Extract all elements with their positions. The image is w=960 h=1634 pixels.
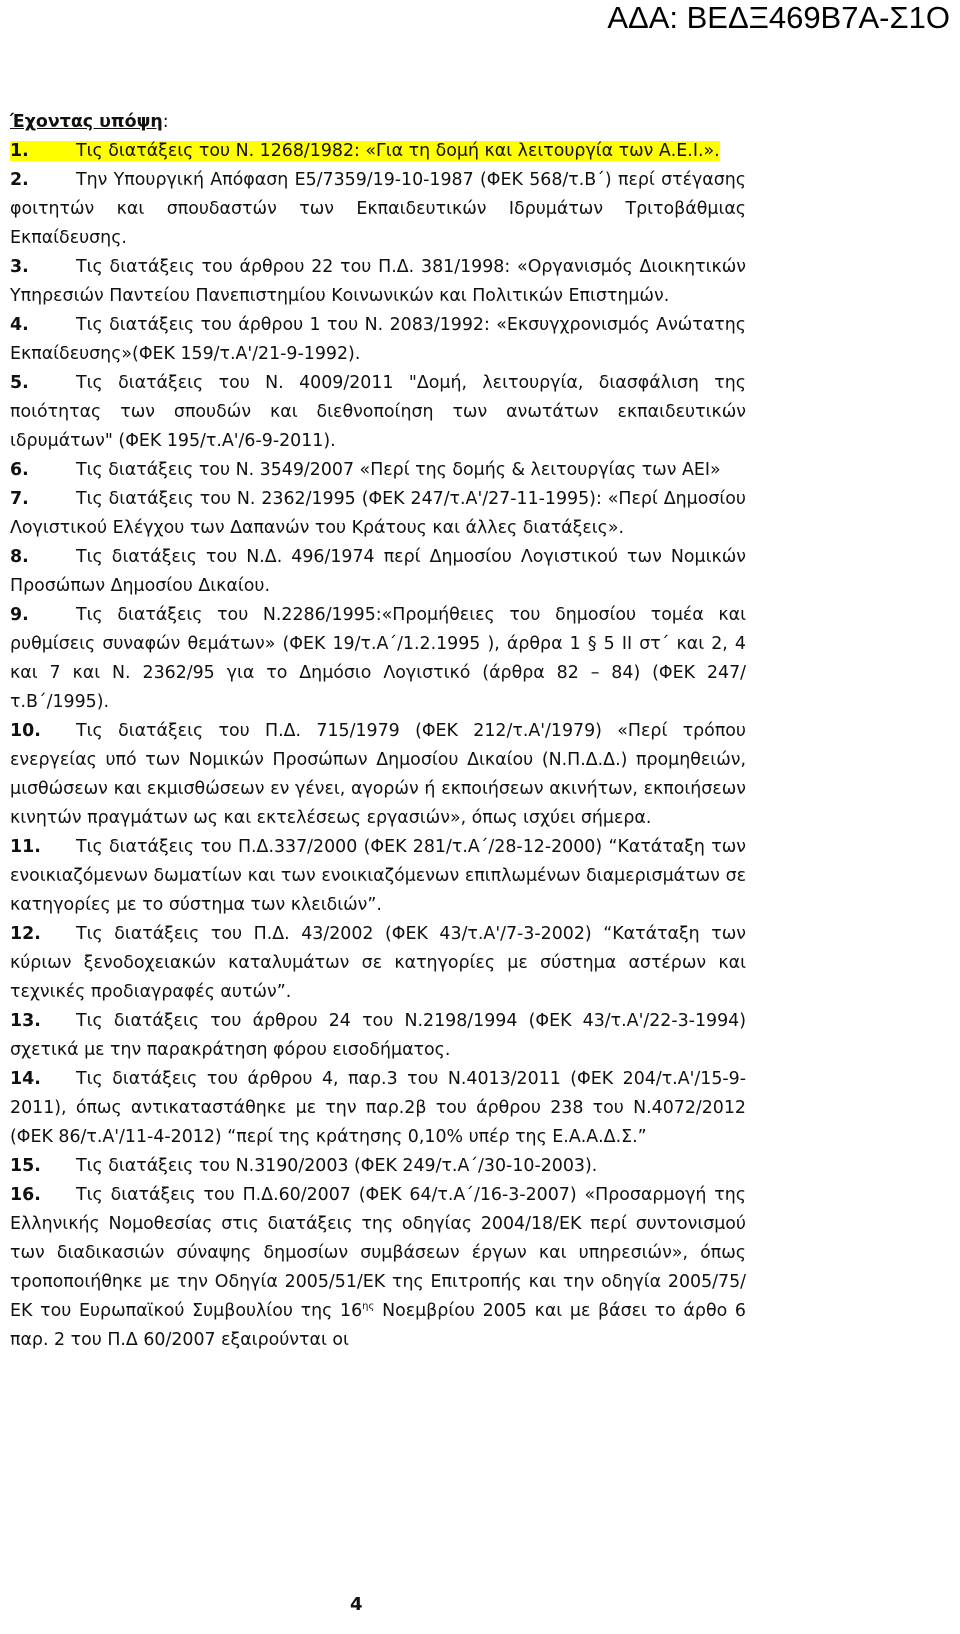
ordinal-superscript: ης xyxy=(362,1301,375,1313)
list-item-3 xyxy=(10,253,746,311)
list-item-10 xyxy=(10,717,746,833)
item-text: Τις διατάξεις του Π.Δ.60/2007 (ΦΕΚ 64/τ.Α΄/16-3-2007) «Προσαρμογή της Ελληνικής Νομοθεσίας στις διατάξεις της οδηγίας 2004/18/ΕΚ περί συντονισμού των διαδικασιών σύναψης δημοσίων συμβάσεων έργων και υπηρεσιών», όπως τροποποιήθηκε με την Οδηγία 2005/51/ΕΚ της Επιτροπής και την οδηγία 2005/75/ΕΚ του Ευρωπαϊκού Συμβουλίου της 16 xyxy=(10,1185,746,1321)
item-text: Τις διατάξεις του Ν. 1268/1982: «Για τη δομή και λειτουργία των Α.Ε.Ι.». xyxy=(76,141,720,161)
list-item-1 xyxy=(10,137,746,166)
item-text: Τις διατάξεις του άρθρου 1 του Ν. 2083/1992: «Εκσυγχρονισμός Ανώτατης Εκπαίδευσης»(ΦΕΚ 159/τ.Α'/21-9-1992). xyxy=(10,315,746,364)
list-item-14 xyxy=(10,1065,746,1152)
item-text: Τις διατάξεις του άρθρου 22 του Π.Δ. 381/1998: «Οργανισμός Διοικητικών Υπηρεσιών Παντείου Πανεπιστημίου Κοινωνικών και Πολιτικών Επιστημών. xyxy=(10,257,746,306)
document-body xyxy=(10,108,746,1355)
item-number: 14. xyxy=(10,1069,41,1089)
item-number: 1. xyxy=(10,141,29,161)
list-item-2 xyxy=(10,166,746,253)
list-item-5 xyxy=(10,369,746,456)
list-item-8 xyxy=(10,543,746,601)
list-item-4 xyxy=(10,311,746,369)
heading xyxy=(10,108,746,137)
item-number: 2. xyxy=(10,170,29,190)
item-text: Τις διατάξεις του Ν.3190/2003 (ΦΕΚ 249/τ.Α΄/30-10-2003). xyxy=(76,1156,598,1176)
item-text: Τις διατάξεις του Ν. 3549/2007 «Περί της δομής & λειτουργίας των ΑΕΙ» xyxy=(76,460,721,480)
item-number: 10. xyxy=(10,721,41,741)
item-text: Την Υπουργική Απόφαση Ε5/7359/19-10-1987 (ΦΕΚ 568/τ.Β΄) περί στέγασης φοιτητών και σπουδαστών των Εκπαιδευτικών Ιδρυμάτων Τριτοβάθμιας Εκπαίδευσης. xyxy=(10,170,746,248)
item-text: Τις διατάξεις του άρθρου 4, παρ.3 του Ν.4013/2011 (ΦΕΚ 204/τ.Α'/15-9-2011), όπως αντικαταστάθηκε με την παρ.2β του άρθρου 238 του Ν.4072/2012 (ΦΕΚ 86/τ.Α'/11-4-2012) “περί της κράτησης 0,10% υπέρ της Ε.Α.Α.Δ.Σ.” xyxy=(10,1069,746,1147)
list-item-13 xyxy=(10,1007,746,1065)
item-text: Τις διατάξεις του Ν.2286/1995:«Προμήθειες του δημοσίου τομέα και ρυθμίσεις συναφών θεμάτων» (ΦΕΚ 19/τ.Α΄/1.2.1995 ), άρθρα 1 § 5 ΙΙ στ΄ και 2, 4 και 7 και Ν. 2362/95 για το Δημόσιο Λογιστικό (άρθρα 82 – 84) (ΦΕΚ 247/τ.Β΄/1995). xyxy=(10,605,746,712)
list-item-7 xyxy=(10,485,746,543)
item-number: 11. xyxy=(10,837,41,857)
list-item-6 xyxy=(10,456,746,485)
list-item-16 xyxy=(10,1181,746,1355)
item-number: 15. xyxy=(10,1156,41,1176)
item-number: 16. xyxy=(10,1185,41,1205)
item-number: 7. xyxy=(10,489,29,509)
item-number: 13. xyxy=(10,1011,41,1031)
item-number: 8. xyxy=(10,547,29,567)
list-item-15 xyxy=(10,1152,746,1181)
item-number: 3. xyxy=(10,257,29,277)
item-text: Τις διατάξεις του Π.Δ. 715/1979 (ΦΕΚ 212/τ.Α'/1979) «Περί τρόπου ενεργείας υπό των Νομικών Προσώπων Δημοσίου Δικαίου (Ν.Π.Δ.Δ.) προμηθειών, μισθώσεων και εκμισθώσεων εν γένει, αγορών ή εκποιήσεων ακινήτων, εκποιήσεων κινητών πραγμάτων ως και εκτελέσεως εργασιών», όπως ισχύει σήμερα. xyxy=(10,721,746,828)
item-text: Τις διατάξεις του Ν. 4009/2011 "Δομή, λειτουργία, διασφάλιση της ποιότητας των σπουδών και διεθνοποίηση των ανωτάτων εκπαιδευτικών ιδρυμάτων" (ΦΕΚ 195/τ.Α'/6-9-2011). xyxy=(10,373,746,451)
list-item-12 xyxy=(10,920,746,1007)
ada-code: ΑΔΑ: ΒΕΔΞ469Β7Α-Σ1Ο xyxy=(607,0,950,35)
item-text: Τις διατάξεις του Π.Δ. 43/2002 (ΦΕΚ 43/τ.Α'/7-3-2002) “Κατάταξη των κύριων ξενοδοχειακών καταλυμάτων σε κατηγορίες με σύστημα αστέρων και τεχνικές προδιαγραφές αυτών”. xyxy=(10,924,746,1002)
item-number: 12. xyxy=(10,924,41,944)
item-text: Τις διατάξεις του Π.Δ.337/2000 (ΦΕΚ 281/τ.Α΄/28-12-2000) “Κατάταξη των ενοικιαζόμενων δωματίων και των ενοικιαζόμενων επιπλωμένων διαμερισμάτων σε κατηγορίες με το σύστημα των κλειδιών”. xyxy=(10,837,746,915)
item-text-continued: Νοεμβρίου 2005 και με βάσει το άρθο 6 παρ. 2 του Π.Δ 60/2007 εξαιρούνται οι xyxy=(10,1301,746,1350)
item-text: Τις διατάξεις του Ν. 2362/1995 (ΦΕΚ 247/τ.Α'/27-11-1995): «Περί Δημοσίου Λογιστικού Ελέγχου των Δαπανών του Κράτους και άλλες διατάξεις». xyxy=(10,489,746,538)
page-number: 4 xyxy=(350,1594,363,1615)
item-number: 5. xyxy=(10,373,29,393)
list-item-9 xyxy=(10,601,746,717)
heading-text: Έχοντας υπόψη xyxy=(10,112,163,132)
list-item-11 xyxy=(10,833,746,920)
heading-suffix: : xyxy=(162,112,169,132)
item-number: 4. xyxy=(10,315,29,335)
item-number: 9. xyxy=(10,605,29,625)
item-text: Τις διατάξεις του Ν.Δ. 496/1974 περί Δημοσίου Λογιστικού των Νομικών Προσώπων Δημοσίου Δικαίου. xyxy=(10,547,746,596)
item-text: Τις διατάξεις του άρθρου 24 του Ν.2198/1994 (ΦΕΚ 43/τ.Α'/22-3-1994) σχετικά με την παρακράτηση φόρου εισοδήματος. xyxy=(10,1011,746,1060)
item-number: 6. xyxy=(10,460,29,480)
